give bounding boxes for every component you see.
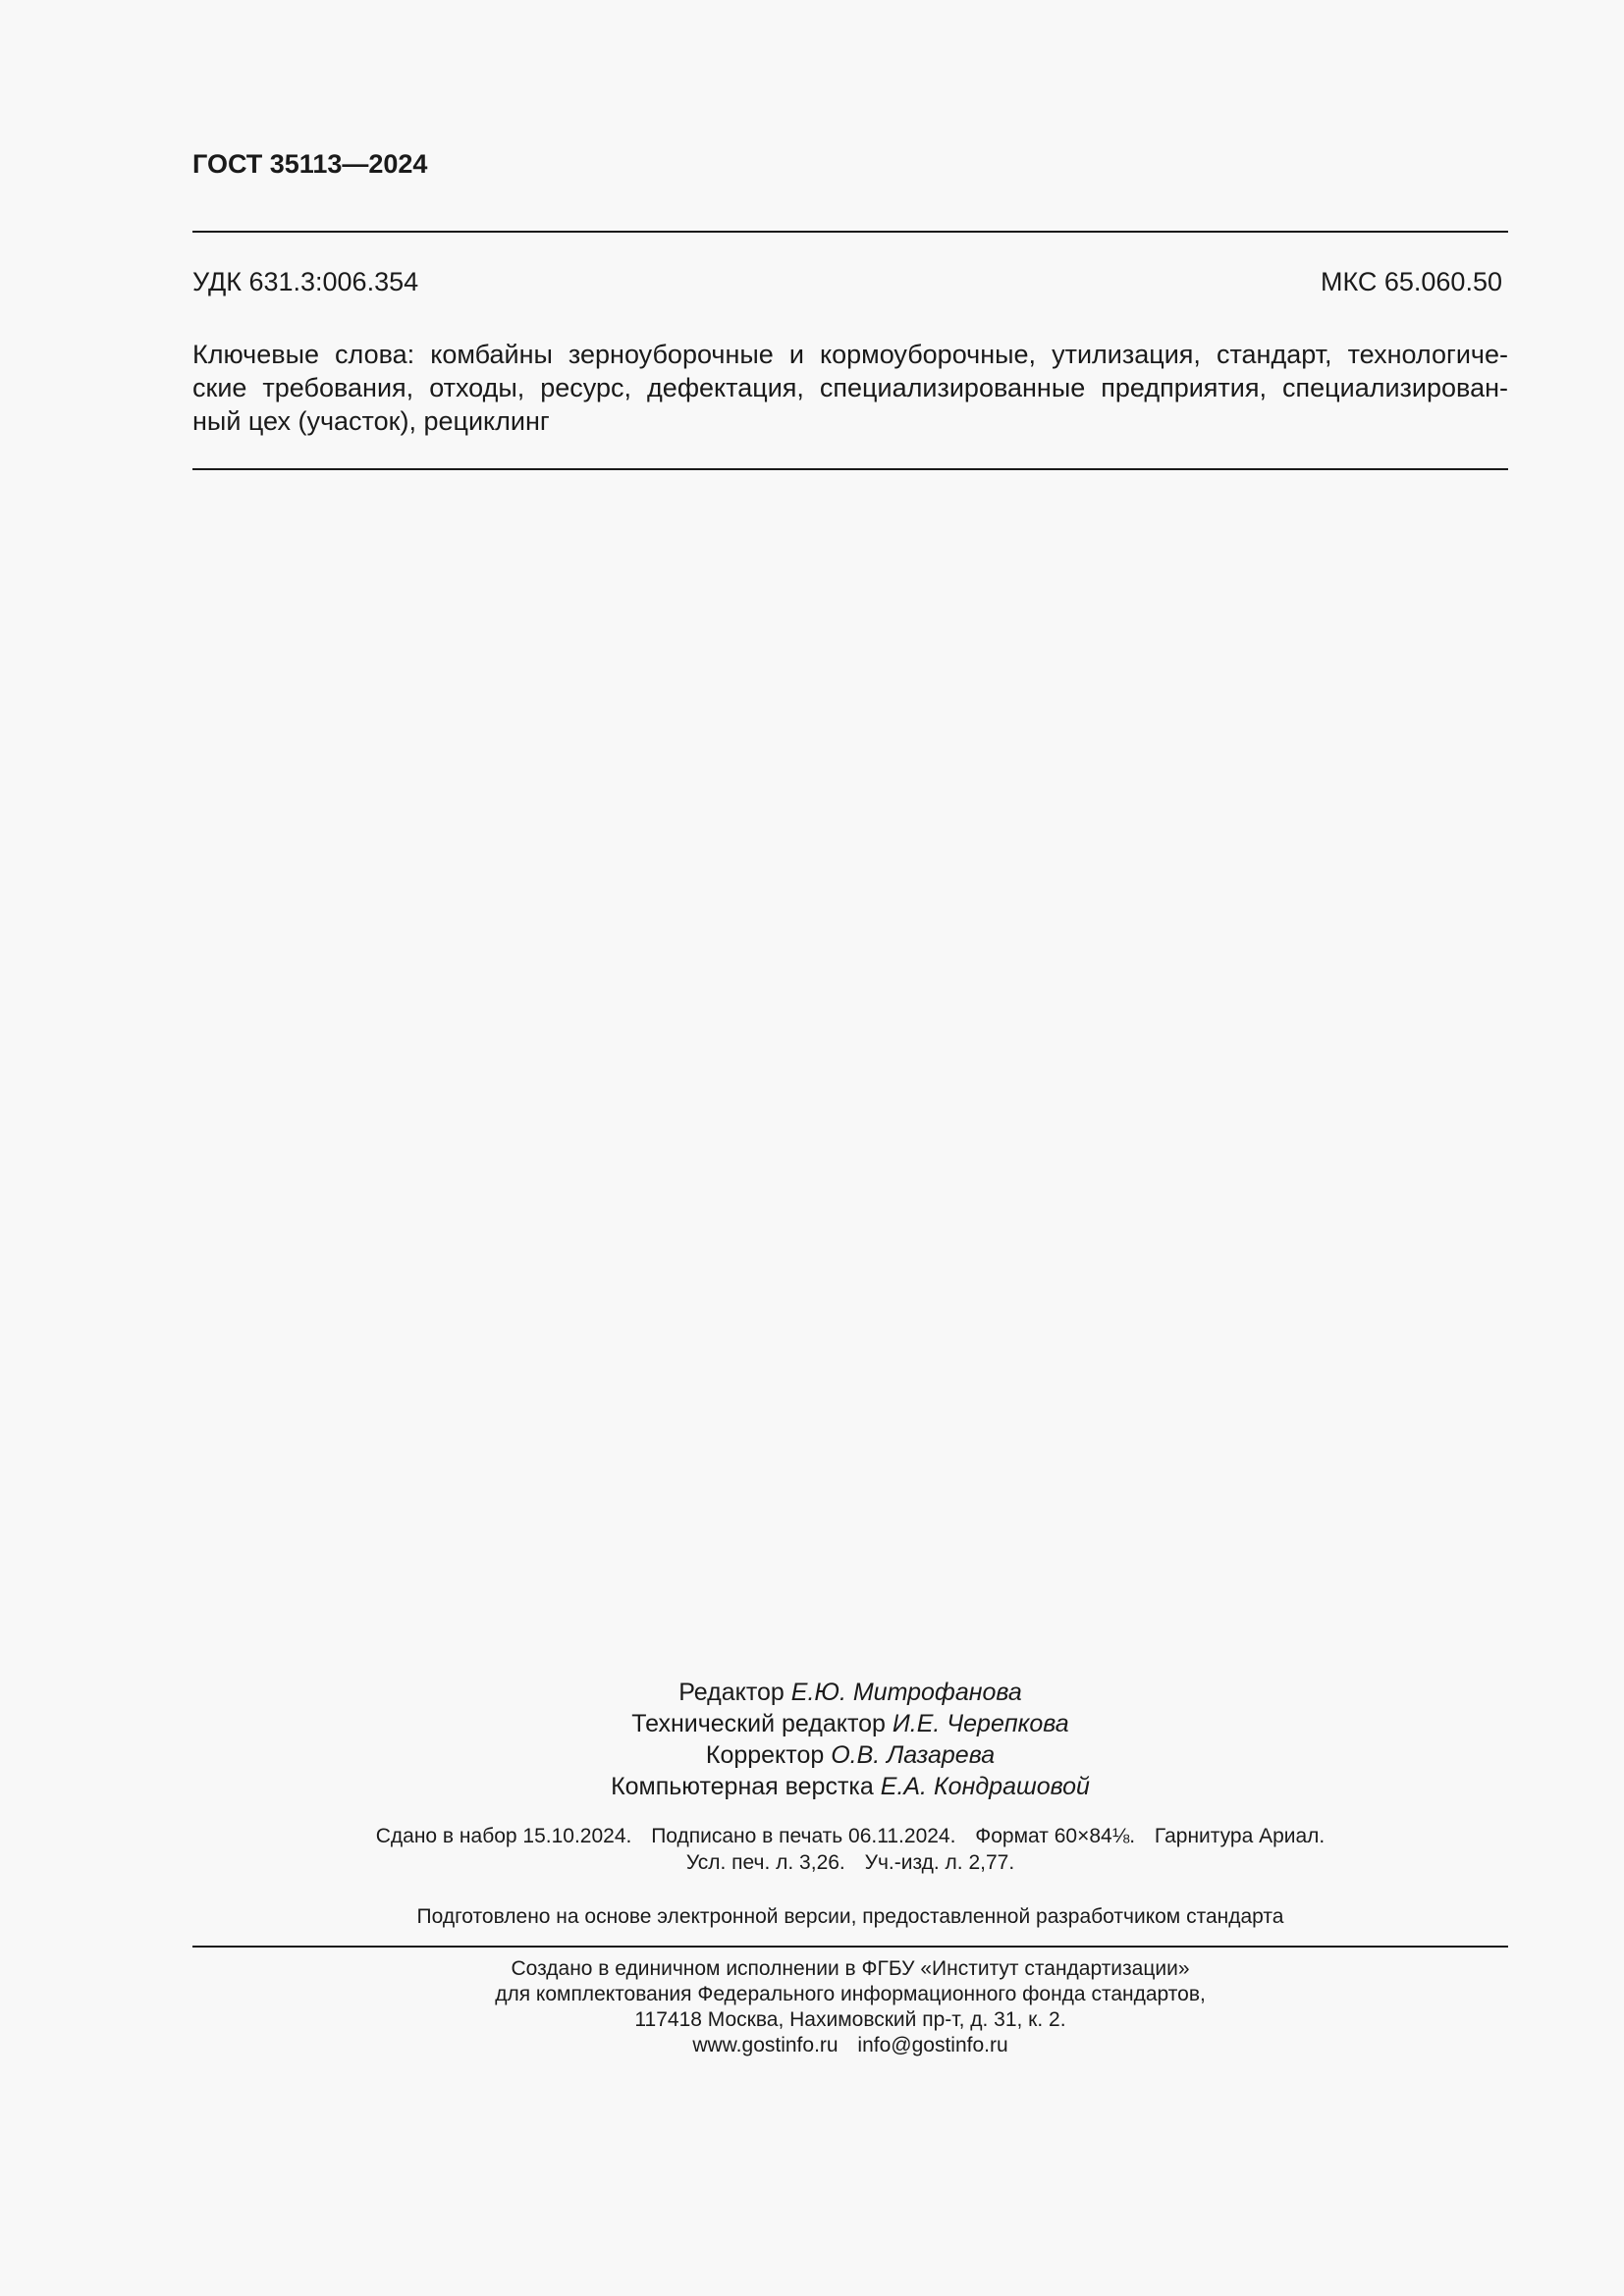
- signed-date: Подписано в печать 06.11.2024.: [651, 1825, 956, 1847]
- prepared-note: Подготовлено на основе электронной версии, предоставленной разработчиком стандарта: [416, 1905, 1284, 1928]
- imprint-block: [192, 1823, 1508, 1876]
- udk-code: УДК 631.3:006.354: [192, 267, 419, 296]
- keywords-paragraph: [192, 338, 1508, 438]
- email-link[interactable]: info@gostinfo.ru: [857, 2034, 1008, 2056]
- publisher-sheets: Уч.-изд. л. 2,77.: [864, 1851, 1015, 1874]
- tech-editor-label: Технический редактор: [631, 1710, 886, 1737]
- publisher-line-2: для комплектования Федерального информационного фонда стандартов,: [495, 1983, 1206, 2005]
- layout-line: [192, 1771, 1508, 1802]
- mks-code: МКС 65.060.50: [1320, 267, 1502, 296]
- imprint-line-2: [192, 1849, 1508, 1876]
- paper-format: Формат 60×84⅛.: [975, 1825, 1136, 1847]
- keywords-line: ские требования, отходы, ресурс, дефектация, специализированные предприятия, специализирован-: [192, 373, 1508, 402]
- keywords-divider: [192, 468, 1508, 470]
- imprint-line-1: [192, 1823, 1508, 1849]
- top-divider: [192, 231, 1508, 233]
- corrector-label: Корректор: [705, 1741, 825, 1769]
- publisher-contacts: [192, 2033, 1508, 2058]
- typeface: Гарнитура Ариал.: [1154, 1825, 1326, 1847]
- submitted-date: Сдано в набор 15.10.2024.: [375, 1825, 632, 1847]
- keywords-line: Ключевые слова: комбайны зерноуборочные и кормоуборочные, утилизация, стандарт, технологиче-: [192, 340, 1508, 369]
- publisher-divider: [192, 1946, 1508, 1948]
- corrector-line: [192, 1739, 1508, 1771]
- tech-editor-name: И.Е. Черепкова: [892, 1710, 1069, 1737]
- editor-label: Редактор: [678, 1679, 785, 1706]
- editor-line: [192, 1677, 1508, 1708]
- corrector-name: О.В. Лазарева: [831, 1741, 996, 1769]
- website-link[interactable]: www.gostinfo.ru: [692, 2034, 839, 2056]
- layout-label: Компьютерная верстка: [611, 1773, 874, 1800]
- document-code: ГОСТ 35113—2024: [192, 149, 428, 179]
- publisher-address: 117418 Москва, Нахимовский пр-т, д. 31, к. 2.: [634, 2008, 1066, 2031]
- editor-name: Е.Ю. Митрофанова: [790, 1679, 1022, 1706]
- tech-editor-line: [192, 1708, 1508, 1739]
- credits-block: [192, 1677, 1508, 1802]
- publisher-block: [192, 1956, 1508, 2058]
- layout-name: Е.А. Кондрашовой: [880, 1773, 1090, 1800]
- publisher-line-1: Создано в единичном исполнении в ФГБУ «Институт стандартизации»: [511, 1957, 1190, 1980]
- keywords-line: ный цех (участок), рециклинг: [192, 406, 550, 436]
- print-sheets: Усл. печ. л. 3,26.: [685, 1851, 845, 1874]
